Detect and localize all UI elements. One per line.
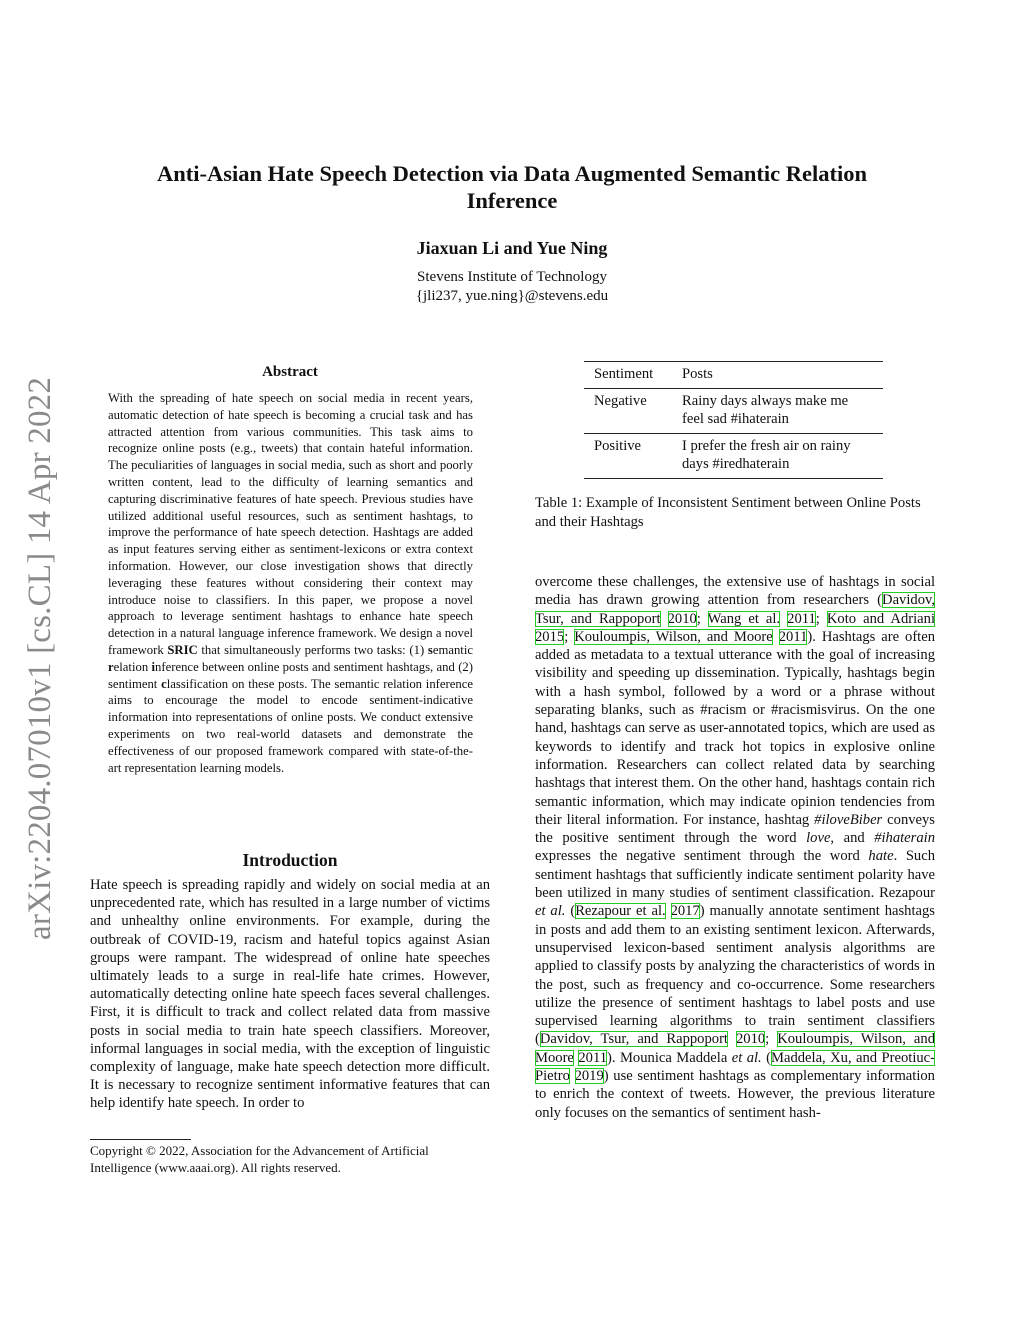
copyright-footnote: Copyright © 2022, Association for the Advancement of Artificial Intelligence (www.aaai.org). All rights reserved. xyxy=(90,1143,429,1175)
citation-separator: ; xyxy=(765,1031,778,1048)
affiliation: Stevens Institute of Technology xyxy=(417,269,607,285)
abstract-text-part: emantic xyxy=(432,642,473,657)
paper-title: Anti-Asian Hate Speech Detection via Data Augmented Semantic Relation Inference xyxy=(157,161,867,213)
citation-link[interactable]: Koto and Adriani xyxy=(826,610,935,627)
table-header-row xyxy=(584,362,883,389)
body-text-part: ( xyxy=(565,903,576,920)
citation-separator xyxy=(570,1068,575,1084)
author-affiliation-block xyxy=(300,268,724,306)
citation-separator xyxy=(773,629,779,645)
emphasis-text: love xyxy=(806,830,831,847)
abstract-text-part: that simultaneously performs two tasks: (1) xyxy=(197,642,428,657)
citation-link[interactable]: Kouloumpis, Wilson, and Moore xyxy=(574,628,773,645)
acronym-letter: s xyxy=(427,642,433,657)
arxiv-identifier: arXiv:2204.07010v1 [cs.CL] 14 Apr 2022 xyxy=(22,376,58,940)
abstract-text-part: nference between online posts and sentiment hashtags, and (2) sentiment xyxy=(108,659,473,691)
abstract-heading: Abstract xyxy=(262,364,318,380)
citation-link[interactable]: Davidov, Tsur, and Rappoport xyxy=(535,592,935,627)
introduction-heading: Introduction xyxy=(242,850,338,870)
body-text-part: ( xyxy=(761,1049,771,1066)
table-row xyxy=(584,434,883,479)
table-row xyxy=(584,389,883,434)
column-header-posts: Posts xyxy=(682,366,713,382)
body-text-part: ). Hashtags are often added as metadata to a textual utterance with the goal of increasing visibility and speeding up dissemination. Typically, hashtags begin with a hash symbol, followed by a word or a phrase without separating blanks, such as #racism or #racismisvirus. On the one hand, hashtags can serve as user-annotated topics, which are used as keywords to identify and track hot topics in explosive online information. Researchers can collect related data by searching hashtags that interest them. On the other hand, hashtags contain rich semantic information, which may indicate opinion tendencies from their literal information. For instance, hashtag xyxy=(535,628,936,828)
body-text-part: overcome these challenges, the extensive use of hashtags in social media has drawn growing attention from researchers ( xyxy=(535,574,935,609)
citation-separator: ; xyxy=(564,628,575,645)
citation-link[interactable]: 2010 xyxy=(667,610,697,627)
body-text-part: ). Mounica Maddela xyxy=(607,1049,732,1066)
introduction-text: Hate speech is spreading rapidly and widely on social media at an unprecedented rate, which has resulted in a large number of victims and unhealthy online environments. For example, during the outbreak of COVID-19, racism and hateful topics against Asian groups were rampant. The widespread of online hate speeches ultimately leads to a surge in real-life hate crimes. However, automatically detecting online hate speech faces several challenges. First, it is difficult to track and collect related data from massive posts in social media to train hate speech classifiers. Moreover, informal languages in social media, with the exception of linguistic complexity of language, make hate speech detection more difficult. It is necessary to recognize sentiment informative features that can help identify hate speech. In order to xyxy=(90,877,490,1112)
column-header-sentiment: Sentiment xyxy=(594,366,654,382)
body-text-part: ) use sentiment hashtags as complementary information to enrich the context of tweets. However, the previous literature only focuses on the semantics of sentiment hash- xyxy=(535,1068,935,1121)
body-text-part: ) manually annotate sentiment hashtags in posts and add them to an existing sentiment lexicon. Afterwards, unsupervised lexicon-based sentiment analysis algorithms are applied to classify posts by analyzing the characteristics of words in the post, such as frequency and co-occurrence. Some researchers utilize the presence of sentiment hashtags to label posts and use supervised learning algorithms to train sentiment classifiers ( xyxy=(535,903,935,1048)
body-text-part: expresses the negative sentiment through the word xyxy=(535,848,869,865)
citation-separator: ; xyxy=(696,610,708,627)
author-emails: {jli237, yue.ning}@stevens.edu xyxy=(415,288,609,304)
post-cell: Rainy days always make me feel sad #ihaterain xyxy=(682,393,849,427)
body-text-part: , and xyxy=(830,830,875,847)
emphasis-text: #ihaterain xyxy=(874,830,935,847)
citation-link[interactable]: 2015 xyxy=(535,628,565,645)
emphasis-text: hate xyxy=(868,848,894,865)
acronym-letter: i xyxy=(151,659,156,674)
citation-link[interactable]: 2011 xyxy=(787,610,816,627)
emphasis-text: #iloveBiber xyxy=(814,811,883,828)
sentiment-cell: Negative xyxy=(594,393,647,409)
citation-link[interactable]: 2017 xyxy=(670,903,700,920)
citation-link[interactable]: Wang et al. xyxy=(707,610,781,627)
citation-link[interactable]: Rezapour et al. xyxy=(575,903,666,920)
abstract-text-part: elation xyxy=(113,659,152,674)
table-caption: Table 1: Example of Inconsistent Sentiment between Online Posts and their Hashtags xyxy=(535,495,921,530)
body-text-part: conveys the positive sentiment through the word xyxy=(535,811,935,847)
citation-link[interactable]: Davidov, Tsur, and Rappoport xyxy=(539,1031,728,1048)
paper-authors: Jiaxuan Li and Yue Ning xyxy=(416,238,608,258)
citation-link[interactable]: 2019 xyxy=(574,1068,604,1085)
abstract-text xyxy=(108,390,473,776)
emphasis-text: et al. xyxy=(535,903,566,920)
example-table xyxy=(584,361,883,479)
body-text-part: . Such sentiment hashtags that sufficiently indicate sentiment polarity have been utilized in many studies of sentiment classification. Rezapour xyxy=(535,848,936,902)
acronym-letter: c xyxy=(161,676,167,691)
abstract-text-part: lassification on these posts. The semantic relation inference aims to encourage the model to encode sentiment-indicative information into representations of online posts. We conduct extensive experiments on two real-world datasets and demonstrate the effectiveness of our proposed framework compared with state-of-the-art representation learning models. xyxy=(108,676,473,775)
abstract-text-part: With the spreading of hate speech on social media in recent years, automatic detection of hate speech is becoming a crucial task and has attracted attention from various communities. This task aims to recognize online posts (e.g., tweets) that contain hateful information. The peculiarities of languages in social media, such as short and poorly written content, lead to the difficulty of learning semantics and capturing discriminative features of hate speech. Previous studies have utilized additional useful resources, such as sentiment hashtags, to improve the performance of hate speech detection. Hashtags are added as input features serving either as sentiment-lexicons or extra context information. However, our close investigation shows that directly leveraging these features without considering their context may introduce noise to classifiers. In this paper, we propose a novel approach to leverage sentiment hashtags to enhance hate speech detection in a natural language inference framework. We design a novel framework xyxy=(108,391,473,657)
citation-separator xyxy=(661,611,668,627)
citation-separator xyxy=(666,903,671,919)
post-cell: I prefer the fresh air on rainy days #iredhaterain xyxy=(682,438,851,472)
citation-link[interactable]: Kouloumpis, Wilson, and Moore xyxy=(535,1031,936,1066)
footnote-divider xyxy=(90,1139,191,1140)
citation-link[interactable]: Maddela, Xu, and Preotiuc-Pietro xyxy=(535,1049,936,1085)
framework-name: SRIC xyxy=(167,642,198,657)
introduction-continued-text xyxy=(535,573,935,1122)
citation-link[interactable]: 2011 xyxy=(578,1049,608,1066)
acronym-letter: r xyxy=(108,659,114,674)
citation-link[interactable]: 2010 xyxy=(735,1031,766,1048)
emphasis-text: et al. xyxy=(731,1049,762,1066)
citation-separator xyxy=(728,1031,736,1047)
citation-separator: ; xyxy=(815,610,827,627)
sentiment-cell: Positive xyxy=(594,438,642,454)
citation-link[interactable]: 2011 xyxy=(778,628,808,645)
